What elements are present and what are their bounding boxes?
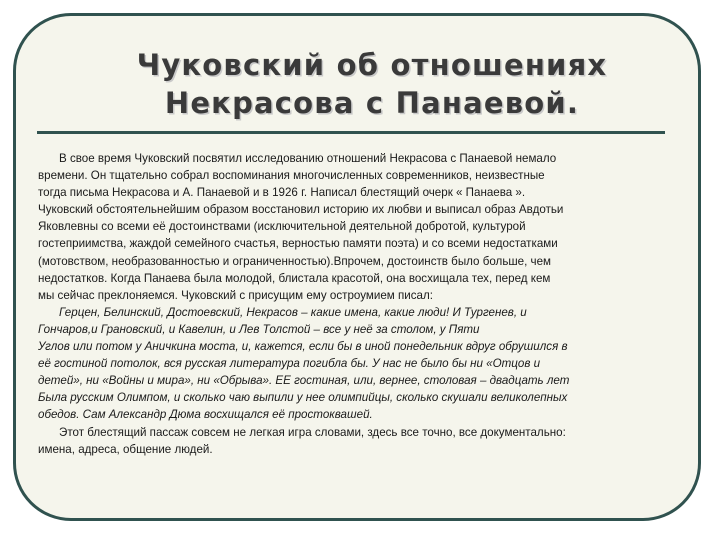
title-line: Некрасова с Панаевой. xyxy=(164,86,580,120)
body-line: тогда письма Некрасова и А. Панаевой и в 1926 г. Написал блестящий очерк « Панаева ». xyxy=(38,186,526,200)
body-line: (мотовством, необразованностью и ограниченностью).Впрочем, достоинств было больше, чем xyxy=(38,254,552,268)
body-line: Этот блестящий пассаж совсем не легкая игра словами, здесь все точно, все документально: xyxy=(59,425,566,439)
quote-line: детей», ни «Войны и мира», ни «Обрыва». ЕЕ гостиная, или, вернее, столовая – двадцать лет xyxy=(38,374,570,388)
body-line: времени. Он тщательно собрал воспоминания многочисленных современников, неизвестные xyxy=(38,169,545,183)
body-line: Яковлевны со всеми её достоинствами (исключительной деятельной добротой, культурой xyxy=(38,220,526,234)
body-line: Чуковский обстоятельнейшим образом восстановил историю их любви и выписал образ Авдотьи xyxy=(38,203,564,217)
body-line: гостеприимства, жаждой семейного счастья, верностью памяти поэта) и со всеми недостатками xyxy=(38,237,558,251)
quote-line: Герцен, Белинский, Достоевский, Некрасов – какие имена, какие люди! И Тургенев, и xyxy=(59,305,527,319)
quote-line: её гостиной потолок, вся русская литература погибла бы. У нас не было бы ни «Отцов и xyxy=(38,357,541,371)
quote-line: обедов. Сам Александр Дюма восхищался её простоквашей. xyxy=(38,408,373,422)
title-divider xyxy=(37,131,665,134)
body-line: мы сейчас преклоняемся. Чуковский с присущим ему остроумием писал: xyxy=(38,288,433,302)
body-text xyxy=(38,150,682,458)
body-line: В свое время Чуковский посвятил исследованию отношений Некрасова с Панаевой немало xyxy=(59,152,557,165)
body-line: недостатков. Когда Панаева была молодой, блистала красотой, она восхищала тех, перед кем xyxy=(38,271,551,285)
quote-line: Гончаров,и Грановский, и Кавелин, и Лев Толстой – все у неё за столом, у Пяти xyxy=(38,322,480,336)
quote-line: Углов или потом у Аничкина моста, и, кажется, если бы в иной понедельник вдруг обрушился в xyxy=(38,340,568,354)
quote-line: Была русским Олимпом, и сколько чаю выпили у нее олимпийцы, сколько скушали великолепных xyxy=(38,391,568,405)
body-line: имена, адреса, общение людей. xyxy=(38,442,213,456)
slide-title xyxy=(92,46,652,122)
title-line: Чуковский об отношениях xyxy=(136,48,608,82)
